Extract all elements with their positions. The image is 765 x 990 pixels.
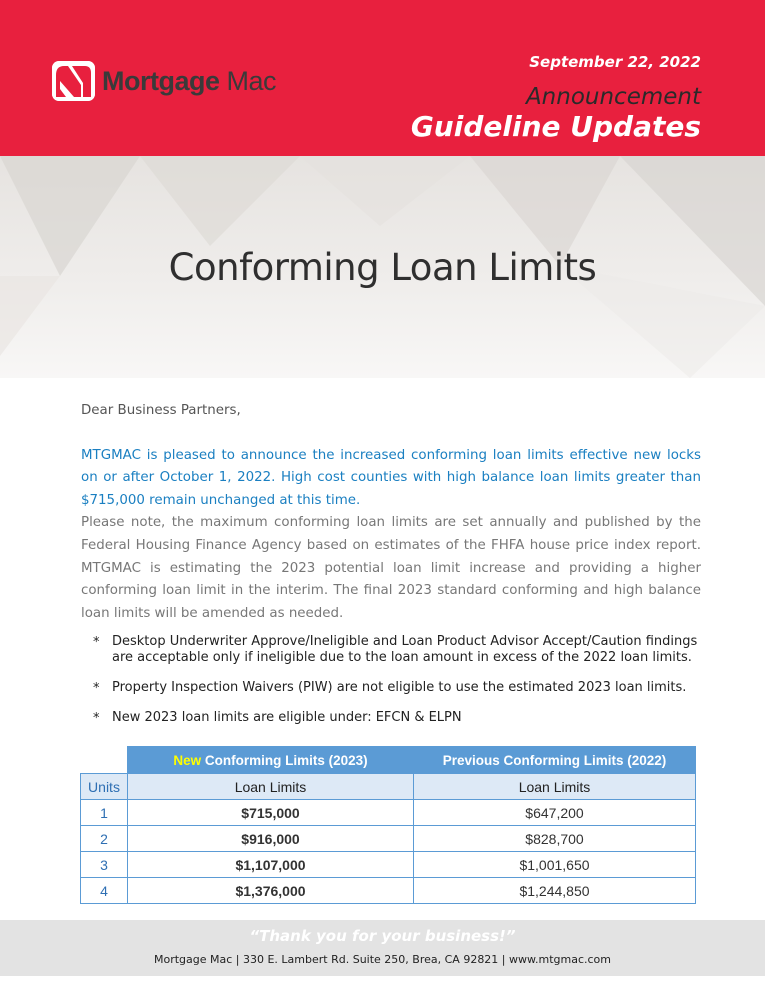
units-cell: 4 <box>81 878 128 904</box>
table-row <box>81 826 696 852</box>
header-title: Guideline Updates <box>410 110 701 143</box>
announcement-label: Announcement <box>525 84 701 110</box>
bullet-list <box>81 634 701 725</box>
new-limit-cell: $1,107,000 <box>128 852 414 878</box>
bullet-marker: * <box>93 680 100 696</box>
brand-name-bold: Mortgage <box>102 65 220 96</box>
bullet-marker: * <box>93 710 100 726</box>
units-header: Units <box>81 774 128 800</box>
previous-loan-limits-label: Loan Limits <box>414 774 696 800</box>
units-cell: 2 <box>81 826 128 852</box>
bullet-marker: * <box>93 635 100 651</box>
empty-corner <box>81 747 128 774</box>
table-header-row <box>81 747 696 774</box>
brand-name-light: Mac <box>219 65 277 96</box>
logo-mark-icon <box>52 61 95 101</box>
table-row <box>81 800 696 826</box>
new-highlight: New <box>173 752 202 768</box>
bullet-text: Property Inspection Waivers (PIW) are not eligible to use the estimated 2023 loan limits. <box>112 679 687 695</box>
previous-limits-header: Previous Conforming Limits (2022) <box>414 747 696 774</box>
list-item <box>81 634 701 665</box>
page-title: Conforming Loan Limits <box>168 246 597 289</box>
greeting: Dear Business Partners, <box>81 403 241 418</box>
new-limits-header <box>128 747 414 774</box>
intro-paragraph: MTGMAC is pleased to announce the increased conforming loan limits effective new locks on or after October 1, 2022. High cost counties with high balance loan limits greater than $715,000 remain unchanged at this time. <box>81 447 701 508</box>
list-item <box>81 710 701 726</box>
new-limit-cell: $1,376,000 <box>128 878 414 904</box>
table-subheader-row <box>81 774 696 800</box>
units-cell: 3 <box>81 852 128 878</box>
loan-limits-table <box>80 746 696 904</box>
table-row <box>81 852 696 878</box>
brand-name <box>102 66 276 97</box>
letter-body <box>81 400 701 740</box>
header-banner <box>0 0 765 156</box>
previous-limit-cell: $1,244,850 <box>414 878 696 904</box>
new-limit-cell: $715,000 <box>128 800 414 826</box>
bullet-text: Desktop Underwriter Approve/Ineligible and Loan Product Advisor Accept/Caution findings are acceptable only if ineligible due to the loan amount in excess of the 2022 loan limits. <box>112 634 698 665</box>
brand-logo[interactable] <box>52 61 276 101</box>
bullet-text: New 2023 loan limits are eligible under: EFCN & ELPN <box>112 709 462 725</box>
table-row <box>81 878 696 904</box>
hero-section <box>0 156 765 378</box>
footer-address: Mortgage Mac | 330 E. Lambert Rd. Suite 250, Brea, CA 92821 | www.mtgmac.com <box>153 953 611 966</box>
new-limit-cell: $916,000 <box>128 826 414 852</box>
note-paragraph: Please note, the maximum conforming loan limits are set annually and published by the Federal Housing Finance Agency based on estimates of the FHFA house price index report. MTGMAC is estimating the 2023 potential loan limit increase and providing a higher conforming loan limit in the interim. The final 2023 standard conforming and high balance loan limits will be amended as needed. <box>81 515 701 621</box>
previous-limit-cell: $828,700 <box>414 826 696 852</box>
footer <box>0 920 765 976</box>
footer-quote: “Thank you for your business!” <box>249 927 516 945</box>
new-header-text: Conforming Limits (2023) <box>201 752 368 768</box>
new-loan-limits-label: Loan Limits <box>128 774 414 800</box>
list-item <box>81 680 701 696</box>
previous-limit-cell: $1,001,650 <box>414 852 696 878</box>
announcement-date: September 22, 2022 <box>529 53 701 71</box>
previous-limit-cell: $647,200 <box>414 800 696 826</box>
units-cell: 1 <box>81 800 128 826</box>
